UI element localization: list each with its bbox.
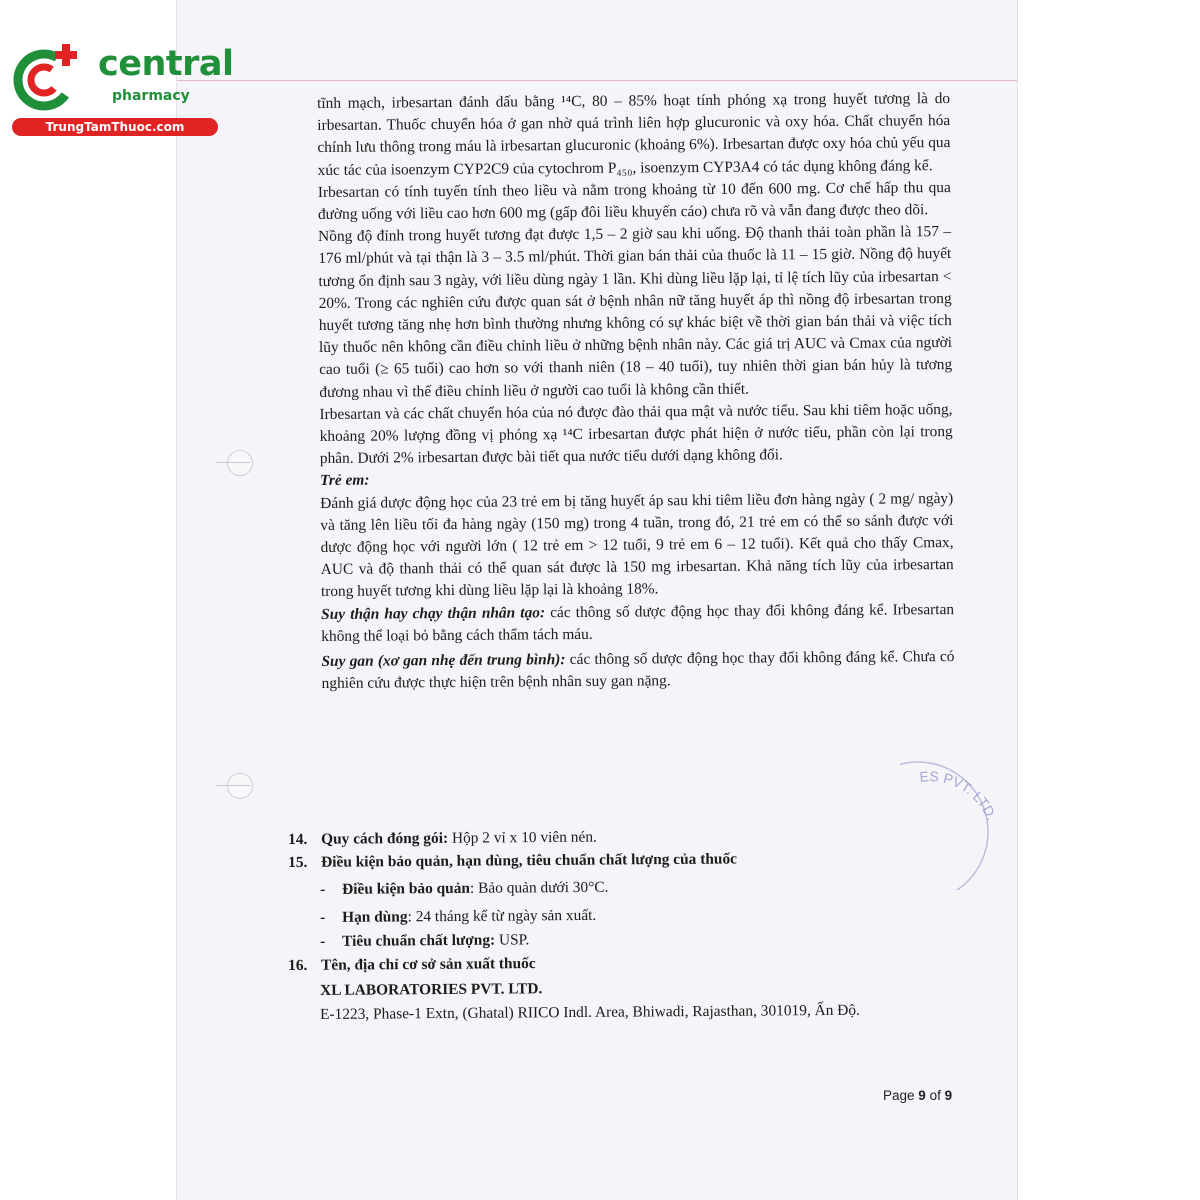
paragraph-hepatic (321, 646, 954, 695)
central-pharmacy-logo (10, 38, 234, 138)
punch-hole-top (227, 450, 253, 476)
manufacturer-address: E-1223, Phase-1 Extn, (Ghatal) RIICO Indl. Area, Bhiwadi, Rajasthan, 301019, Ấn Độ. (320, 1001, 860, 1023)
logo-url-banner: TrungTamThuoc.com (12, 118, 218, 136)
stamp-text: ES PVT. LTD. (918, 768, 1001, 823)
section-title: Tên, địa chỉ cơ sở sản xuất thuốc (321, 955, 536, 974)
company-stamp (900, 760, 1030, 890)
section-title: Quy cách đóng gói: (321, 829, 449, 848)
pharmacy-cross-icon (10, 38, 90, 118)
total-pages: 9 (944, 1088, 953, 1103)
paragraph-metabolism: tĩnh mạch, irbesartan đánh dấu bằng ¹⁴C, 80 – 85% hoạt tính phóng xạ trong huyết tương là do irbesartan. Thuốc chuyển hóa ở gan nhờ quá trình liên hợp glucuronic và oxy hóa. Chất chuyển hóa chính lưu thông trong máu là irbesartan glucuronic (khoảng 6%). Irbesartan được oxy hóa chủ yếu qua xúc tác của isoenzym CYP2C9 của cytochrom P₄₅₀, isoenzym CYP3A4 có tác dụng không đáng kể. (317, 90, 951, 179)
section-number: 14. (288, 830, 308, 848)
item-text: : Bảo quản dưới 30°C. (469, 878, 609, 897)
paragraph-children: Đánh giá dược động học của 23 trẻ em bị tăng huyết áp sau khi tiêm liều đơn hàng ngày ( 2 mg/ ngày) và tăng lên liều tối đa hàng ngày (150 mg) trong 4 tuần, trong đó, 21 trẻ em có thể so sánh được với dược động học với người lớn ( 12 trẻ em > 12 tuổi, 9 trẻ em 6 – 12 tuổi). Kết quả cho thấy Cmax, AUC và độ thanh thải có thể quan sát được là 150 mg irbesartan. Khả năng tích lũy của irbesartan trong huyết tương khi dùng liều lặp lại là khoảng 18%. (320, 489, 954, 601)
section-15 (288, 848, 737, 874)
manufacturer-name: XL LABORATORIES PVT. LTD. (320, 980, 543, 999)
item-text: : 24 tháng kể từ ngày sản xuất. (407, 906, 597, 926)
section-text: Hộp 2 vỉ x 10 viên nén. (448, 828, 597, 847)
logo-wordmark: central (98, 44, 234, 84)
hepatic-text: các thông số dược động học thay đổi không đáng kể. Chưa có nghiên cứu được thực hiện trên bệnh nhân suy gan nặng. (321, 648, 955, 693)
page-number: Page 9 of 9 (883, 1088, 953, 1103)
hepatic-heading: Suy gan (xơ gan nhẹ đến trung bình): (321, 651, 566, 671)
paragraph-renal (321, 599, 954, 648)
section-14 (288, 827, 597, 851)
header-rule (177, 80, 1017, 81)
logo-subtitle: pharmacy (112, 88, 190, 104)
punch-hole-bottom (227, 773, 253, 799)
shelf-life-item: - Hạn dùng: 24 tháng kể từ ngày sản xuất. (320, 906, 597, 926)
children-heading: Trẻ em: (319, 472, 370, 490)
section-number: 15. (288, 853, 308, 871)
item-label: Điều kiện bảo quản (342, 879, 471, 898)
section-number: 16. (288, 956, 308, 974)
paragraph-linearity: Irbesartan có tính tuyến tính theo liều và nằm trong khoảng từ 10 đến 600 mg. Cơ chế hấp thu qua đường uống với liều cao hơn 600 mg (gấp đôi liều khuyến cáo) chưa rõ và vẫn đang được theo dõi. (317, 178, 951, 224)
svg-text:ES PVT. LTD. (919, 768, 1000, 823)
paragraph-elimination: Irbesartan và các chất chuyển hóa của nó được đào thải qua mật và nước tiểu. Sau khi tiêm hoặc uống, khoảng 20% lượng đồng vị phóng xạ ¹⁴C irbesartan được phát hiện ở nước tiểu, phần còn lại trong phân. Dưới 2% irbesartan được bài tiết qua nước tiểu dưới dạng không đổi. (319, 400, 953, 468)
document-body (317, 88, 955, 695)
section-16 (288, 953, 536, 977)
quality-standard-item: - Tiêu chuẩn chất lượng: USP. (320, 931, 530, 950)
current-page: 9 (918, 1088, 926, 1103)
item-label: Hạn dùng (342, 908, 408, 926)
section-title: Điều kiện bảo quản, hạn dùng, tiêu chuẩn chất lượng của thuốc (321, 850, 738, 871)
item-text: USP. (495, 931, 530, 949)
storage-condition-item: - Điều kiện bảo quản: Bảo quản dưới 30°C. (320, 878, 609, 898)
paragraph-peak-concentration: Nồng độ đỉnh trong huyết tương đạt được 1,5 – 2 giờ sau khi uống. Độ thanh thải toàn phần là 157 – 176 ml/phút và tại thận là 3 – 3.5 ml/phút. Thời gian bán thải của thuốc là 11 – 15 giờ. Nồng độ huyết tương ổn định sau 3 ngày, với liều dùng ngày 1 lần. Khi dùng liều lặp lại, tỉ lệ tích lũy của irbesartan < 20%. Trong các nghiên cứu được quan sát ở bệnh nhân nữ tăng huyết áp thì nồng độ irbesartan trong huyết tương tăng nhẹ hơn bình thường nhưng không có sự khác biệt về thời gian bán thải và việc tích lũy thuốc nên không cần điều chỉnh liều ở những bệnh nhân này. Các giá trị AUC và Cmax của người cao tuổi (≥ 65 tuổi) cao hơn so với thanh niên (18 – 40 tuổi), tuy nhiên thời gian bán hủy là tương đương nhau vì thế điều chỉnh liều ở người cao tuổi là không cần thiết. (318, 223, 953, 401)
renal-text: các thông số dược động học thay đổi không đáng kể. Irbesartan không thể loại bỏ bằng cách thẩm tách máu. (321, 600, 955, 645)
renal-heading: Suy thận hay chạy thận nhân tạo: (321, 603, 546, 623)
item-label: Tiêu chuẩn chất lượng: (342, 931, 496, 950)
